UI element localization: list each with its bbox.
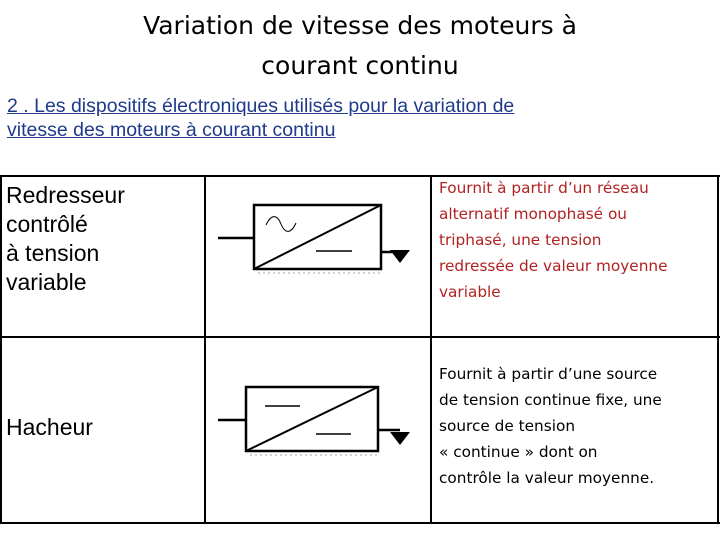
table-column-divider-2 (430, 175, 432, 524)
row-label-redresseur (6, 181, 125, 297)
chopper-symbol-icon (218, 384, 418, 474)
row-label-line: Redresseur (6, 182, 125, 208)
section-heading-line-2: vitesse des moteurs à courant continu (7, 119, 336, 141)
row-description-hacheur (439, 361, 717, 491)
row-label-hacheur (6, 413, 93, 442)
description-line: variable (439, 283, 501, 301)
section-heading-line-1: 2 . Les dispositifs électroniques utilisés pour la variation de (7, 95, 515, 117)
row-label-line: Hacheur (6, 414, 93, 440)
page-title (0, 6, 720, 86)
description-line: triphasé, une tension (439, 231, 602, 249)
description-line: contrôle la valeur moyenne. (439, 469, 655, 487)
description-line: source de tension (439, 417, 576, 435)
table-row-divider (0, 336, 720, 338)
description-line: « continue » dont on (439, 443, 598, 461)
row-description-redresseur (439, 175, 717, 305)
comparison-table (0, 172, 720, 524)
rectifier-symbol-icon (218, 200, 418, 290)
table-bottom-border (0, 522, 720, 524)
table-column-divider-1 (204, 175, 206, 524)
page-title-line-2: courant continu (261, 51, 459, 80)
description-line: redressée de valeur moyenne (439, 257, 668, 275)
description-line: Fournit à partir d’un réseau (439, 179, 649, 197)
section-heading (7, 94, 707, 142)
row-label-line: variable (6, 269, 87, 295)
table-left-border (0, 175, 2, 524)
row-label-line: contrôlé (6, 211, 88, 237)
description-line: alternatif monophasé ou (439, 205, 628, 223)
description-line: de tension continue fixe, une (439, 391, 662, 409)
description-line: Fournit à partir d’une source (439, 365, 658, 383)
row-label-line: à tension (6, 240, 100, 266)
page-title-line-1: Variation de vitesse des moteurs à (143, 11, 577, 40)
table-right-border (717, 175, 719, 524)
